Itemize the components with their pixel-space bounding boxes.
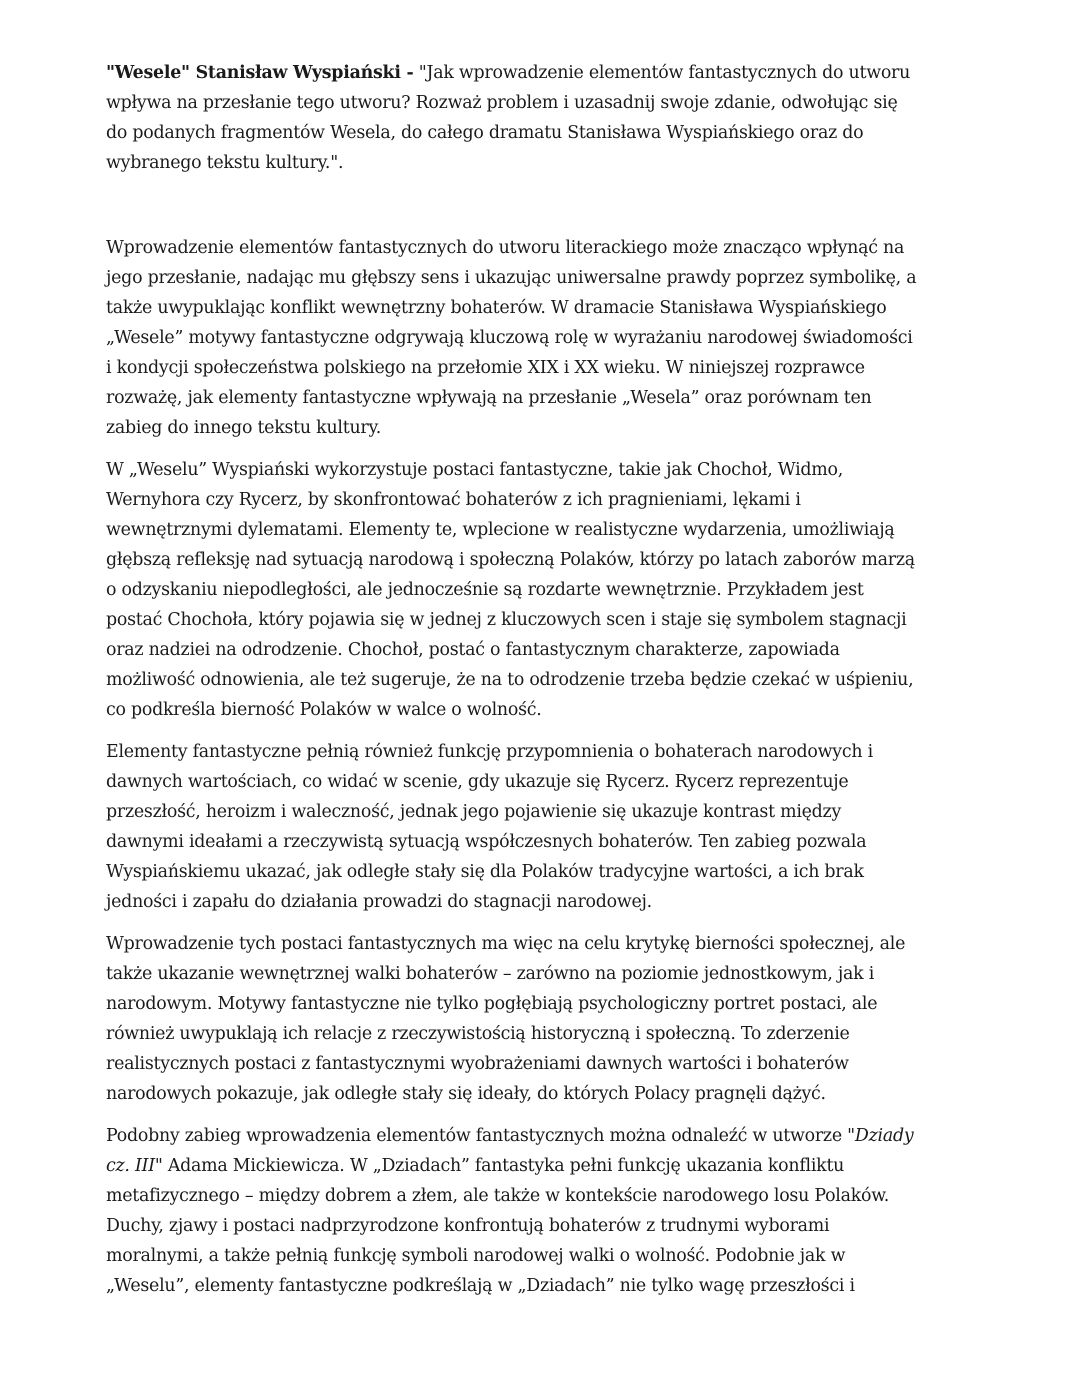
text-line: narodowym. Motywy fantastyczne nie tylko pogłębiają psychologiczny portret postaci, ale <box>106 994 878 1014</box>
text-line: wewnętrznymi dylematami. Elementy te, wplecione w realistyczne wydarzenia, umożliwiają <box>106 520 895 540</box>
text-line: zabieg do innego tekstu kultury. <box>106 418 381 438</box>
text-line: rozważę, jak elementy fantastyczne wpływają na przesłanie „Wesela” oraz porównam ten <box>106 388 872 408</box>
text-line: postać Chochoła, który pojawia się w jednej z kluczowych scen i staje się symbolem stagnacji <box>106 610 907 630</box>
topic-line-1: "Wesele" Stanisław Wyspiański - "Jak wprowadzenie elementów fantastycznych do utworu <box>106 63 911 83</box>
text-line: dawnymi ideałami a rzeczywistą sytuacją współczesnych bohaterów. Ten zabieg pozwala <box>106 832 867 852</box>
text-line: co podkreśla bierność Polaków w walce o wolność. <box>106 700 542 720</box>
text-line: dawnych wartościach, co widać w scenie, gdy ukazuje się Rycerz. Rycerz reprezentuje <box>106 772 849 792</box>
text-line: jego przesłanie, nadając mu głębszy sens i ukazując uniwersalne prawdy poprzez symbolikę, a <box>106 268 917 288</box>
topic-line-4: wybranego tekstu kultury.". <box>106 153 344 173</box>
text-line: i kondycji społeczeństwa polskiego na przełomie XIX i XX wieku. W niniejszej rozprawce <box>106 358 865 378</box>
text-line: także uwypuklając konflikt wewnętrzny bohaterów. W dramacie Stanisława Wyspiańskiego <box>106 298 887 318</box>
text-line: Duchy, zjawy i postaci nadprzyrodzone konfrontują bohaterów z trudnymi wyborami <box>106 1216 830 1236</box>
topic-line-3: do podanych fragmentów Wesela, do całego dramatu Stanisława Wyspiańskiego oraz do <box>106 123 864 143</box>
text-line: cz. III" Adama Mickiewicza. W „Dziadach” fantastyka pełni funkcję ukazania konfliktu <box>106 1156 845 1176</box>
text-line: Wprowadzenie elementów fantastycznych do utworu literackiego może znacząco wpłynąć na <box>106 238 905 258</box>
text-line: jedności i zapału do działania prowadzi do stagnacji narodowej. <box>106 892 652 912</box>
text-line: metafizycznego – między dobrem a złem, ale także w kontekście narodowego losu Polaków. <box>106 1186 890 1206</box>
text-line: również uwypuklają ich relacje z rzeczywistością historyczną i społeczną. To zderzenie <box>106 1024 850 1044</box>
text-line: oraz nadziei na odrodzenie. Chochoł, postać o fantastycznym charakterze, zapowiada <box>106 640 840 660</box>
text-line: Wprowadzenie tych postaci fantastycznych ma więc na celu krytykę bierności społecznej, ale <box>106 934 906 954</box>
topic-line-2: wpływa na przesłanie tego utworu? Rozważ problem i uzasadnij swoje zdanie, odwołując się <box>106 93 898 113</box>
essay-topic <box>106 58 974 178</box>
text-line: Wernyhora czy Rycerz, by skonfrontować bohaterów z ich pragnieniami, lękami i <box>106 490 801 510</box>
document-page <box>106 58 974 1313</box>
text-line: „Wesele” motywy fantastyczne odgrywają kluczową rolę w wyrażaniu narodowej świadomości <box>106 328 913 348</box>
text-line: W „Weselu” Wyspiański wykorzystuje postaci fantastyczne, takie jak Chochoł, Widmo, <box>106 460 844 480</box>
text-line: moralnymi, a także pełnią funkcję symboli narodowej walki o wolność. Podobnie jak w <box>106 1246 846 1266</box>
text-line: głębszą refleksję nad sytuacją narodową i społeczną Polaków, którzy po latach zaborów marzą <box>106 550 915 570</box>
italic-title: "Dziady <box>847 1126 914 1146</box>
text-line: o odzyskaniu niepodległości, ale jednocześnie są rozdarte wewnętrznie. Przykładem jest <box>106 580 864 600</box>
work-title: "Wesele" Stanisław Wyspiański - <box>106 63 414 83</box>
text-line: narodowych pokazuje, jak odległe stały się ideały, do których Polacy pragnęli dążyć. <box>106 1084 826 1104</box>
paragraph-rycerz <box>106 737 974 917</box>
text-line: Wyspiańskiemu ukazać, jak odległe stały się dla Polaków tradycyjne wartości, a ich brak <box>106 862 864 882</box>
text-line: także ukazanie wewnętrznej walki bohaterów – zarówno na poziomie jednostkowym, jak i <box>106 964 875 984</box>
text-line: Podobny zabieg wprowadzenia elementów fantastycznych można odnaleźć w utworze "Dziady <box>106 1126 914 1146</box>
paragraph-introduction <box>106 233 974 443</box>
paragraph-dziady-comparison <box>106 1121 974 1301</box>
italic-title: cz. III" <box>106 1156 163 1176</box>
text-line: „Weselu”, elementy fantastyczne podkreślają w „Dziadach” nie tylko wagę przeszłości i <box>106 1276 855 1296</box>
text-line: możliwość odnowienia, ale też sugeruje, że na to odrodzenie trzeba będzie czekać w uśpieniu, <box>106 670 914 690</box>
text-line: realistycznych postaci z fantastycznymi wyobrażeniami dawnych wartości i bohaterów <box>106 1054 849 1074</box>
text-line: Elementy fantastyczne pełnią również funkcję przypomnienia o bohaterach narodowych i <box>106 742 873 762</box>
paragraph-fantastic-characters <box>106 455 974 725</box>
text-line: przeszłość, heroizm i waleczność, jednak jego pojawienie się ukazuje kontrast między <box>106 802 842 822</box>
paragraph-critique <box>106 929 974 1109</box>
